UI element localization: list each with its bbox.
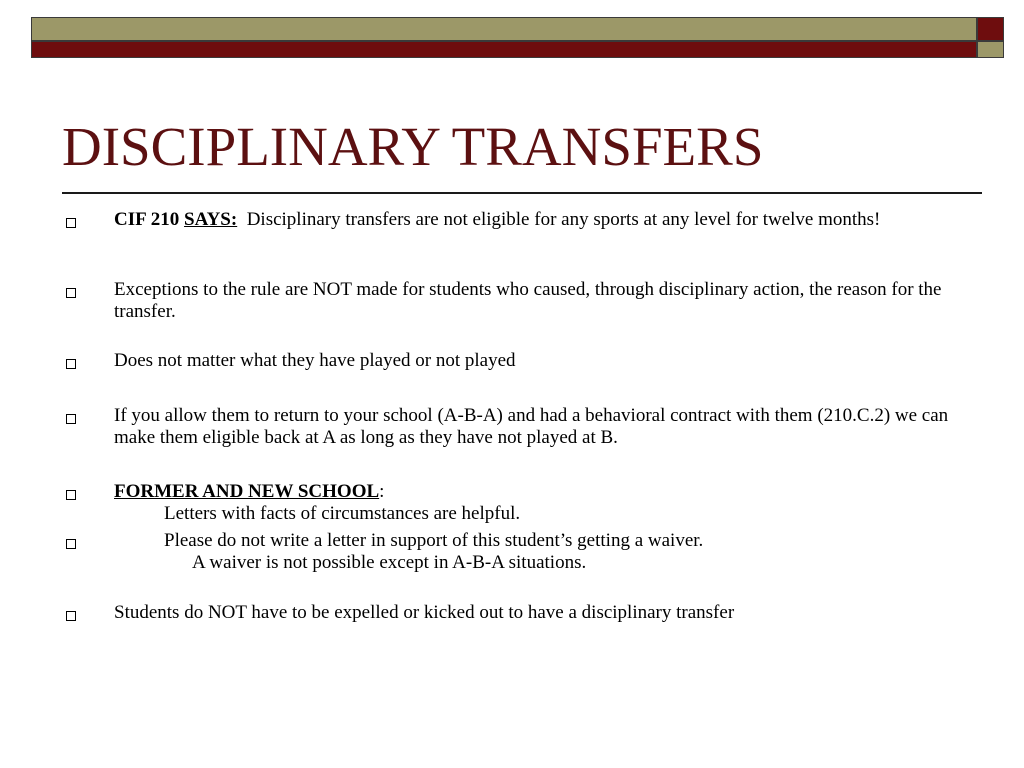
title-divider	[62, 192, 982, 194]
square-bullet-icon	[66, 288, 76, 298]
square-bullet-icon	[66, 539, 76, 549]
square-bullet-icon	[66, 611, 76, 621]
square-bullet-icon	[66, 359, 76, 369]
slide-title: DISCIPLINARY TRANSFERS	[62, 116, 764, 177]
square-bullet-icon	[66, 218, 76, 228]
bullet-cif-210	[114, 209, 974, 231]
former-new-school-heading: FORMER AND NEW SCHOOL	[114, 481, 380, 502]
bullet-subline: A waiver is not possible except in A-B-A situations.	[192, 552, 587, 573]
bullet-no-waiver-letter	[114, 530, 974, 574]
bullet-text: Please do not write a letter in support of this student’s getting a waiver.	[164, 530, 704, 551]
bullet-subline: Letters with facts of circumstances are helpful.	[164, 503, 521, 524]
square-bullet-icon	[66, 414, 76, 424]
header-bar-olive	[31, 17, 977, 41]
bullet-exceptions: Exceptions to the rule are NOT made for students who caused, through disciplinary action, the reason for the transfer.	[114, 279, 942, 322]
bullet-does-not-matter: Does not matter what they have played or not played	[114, 350, 516, 371]
bullet-former-new-school	[114, 481, 974, 525]
cif-label: CIF 210	[114, 209, 180, 230]
says-label: SAYS:	[184, 209, 238, 230]
bullet-not-expelled: Students do NOT have to be expelled or kicked out to have a disciplinary transfer	[114, 602, 735, 623]
header-bar-red	[31, 41, 977, 58]
header-square-olive	[977, 41, 1004, 58]
square-bullet-icon	[66, 490, 76, 500]
bullet-aba-return: If you allow them to return to your school (A-B-A) and had a behavioral contract with them (210.C.2) we can make them eligible back at A as long as they have not played at B.	[114, 405, 949, 448]
heading-colon: :	[379, 481, 385, 502]
header-square-red	[977, 17, 1004, 41]
bullet-text: Disciplinary transfers are not eligible for any sports at any level for twelve months!	[246, 209, 881, 230]
